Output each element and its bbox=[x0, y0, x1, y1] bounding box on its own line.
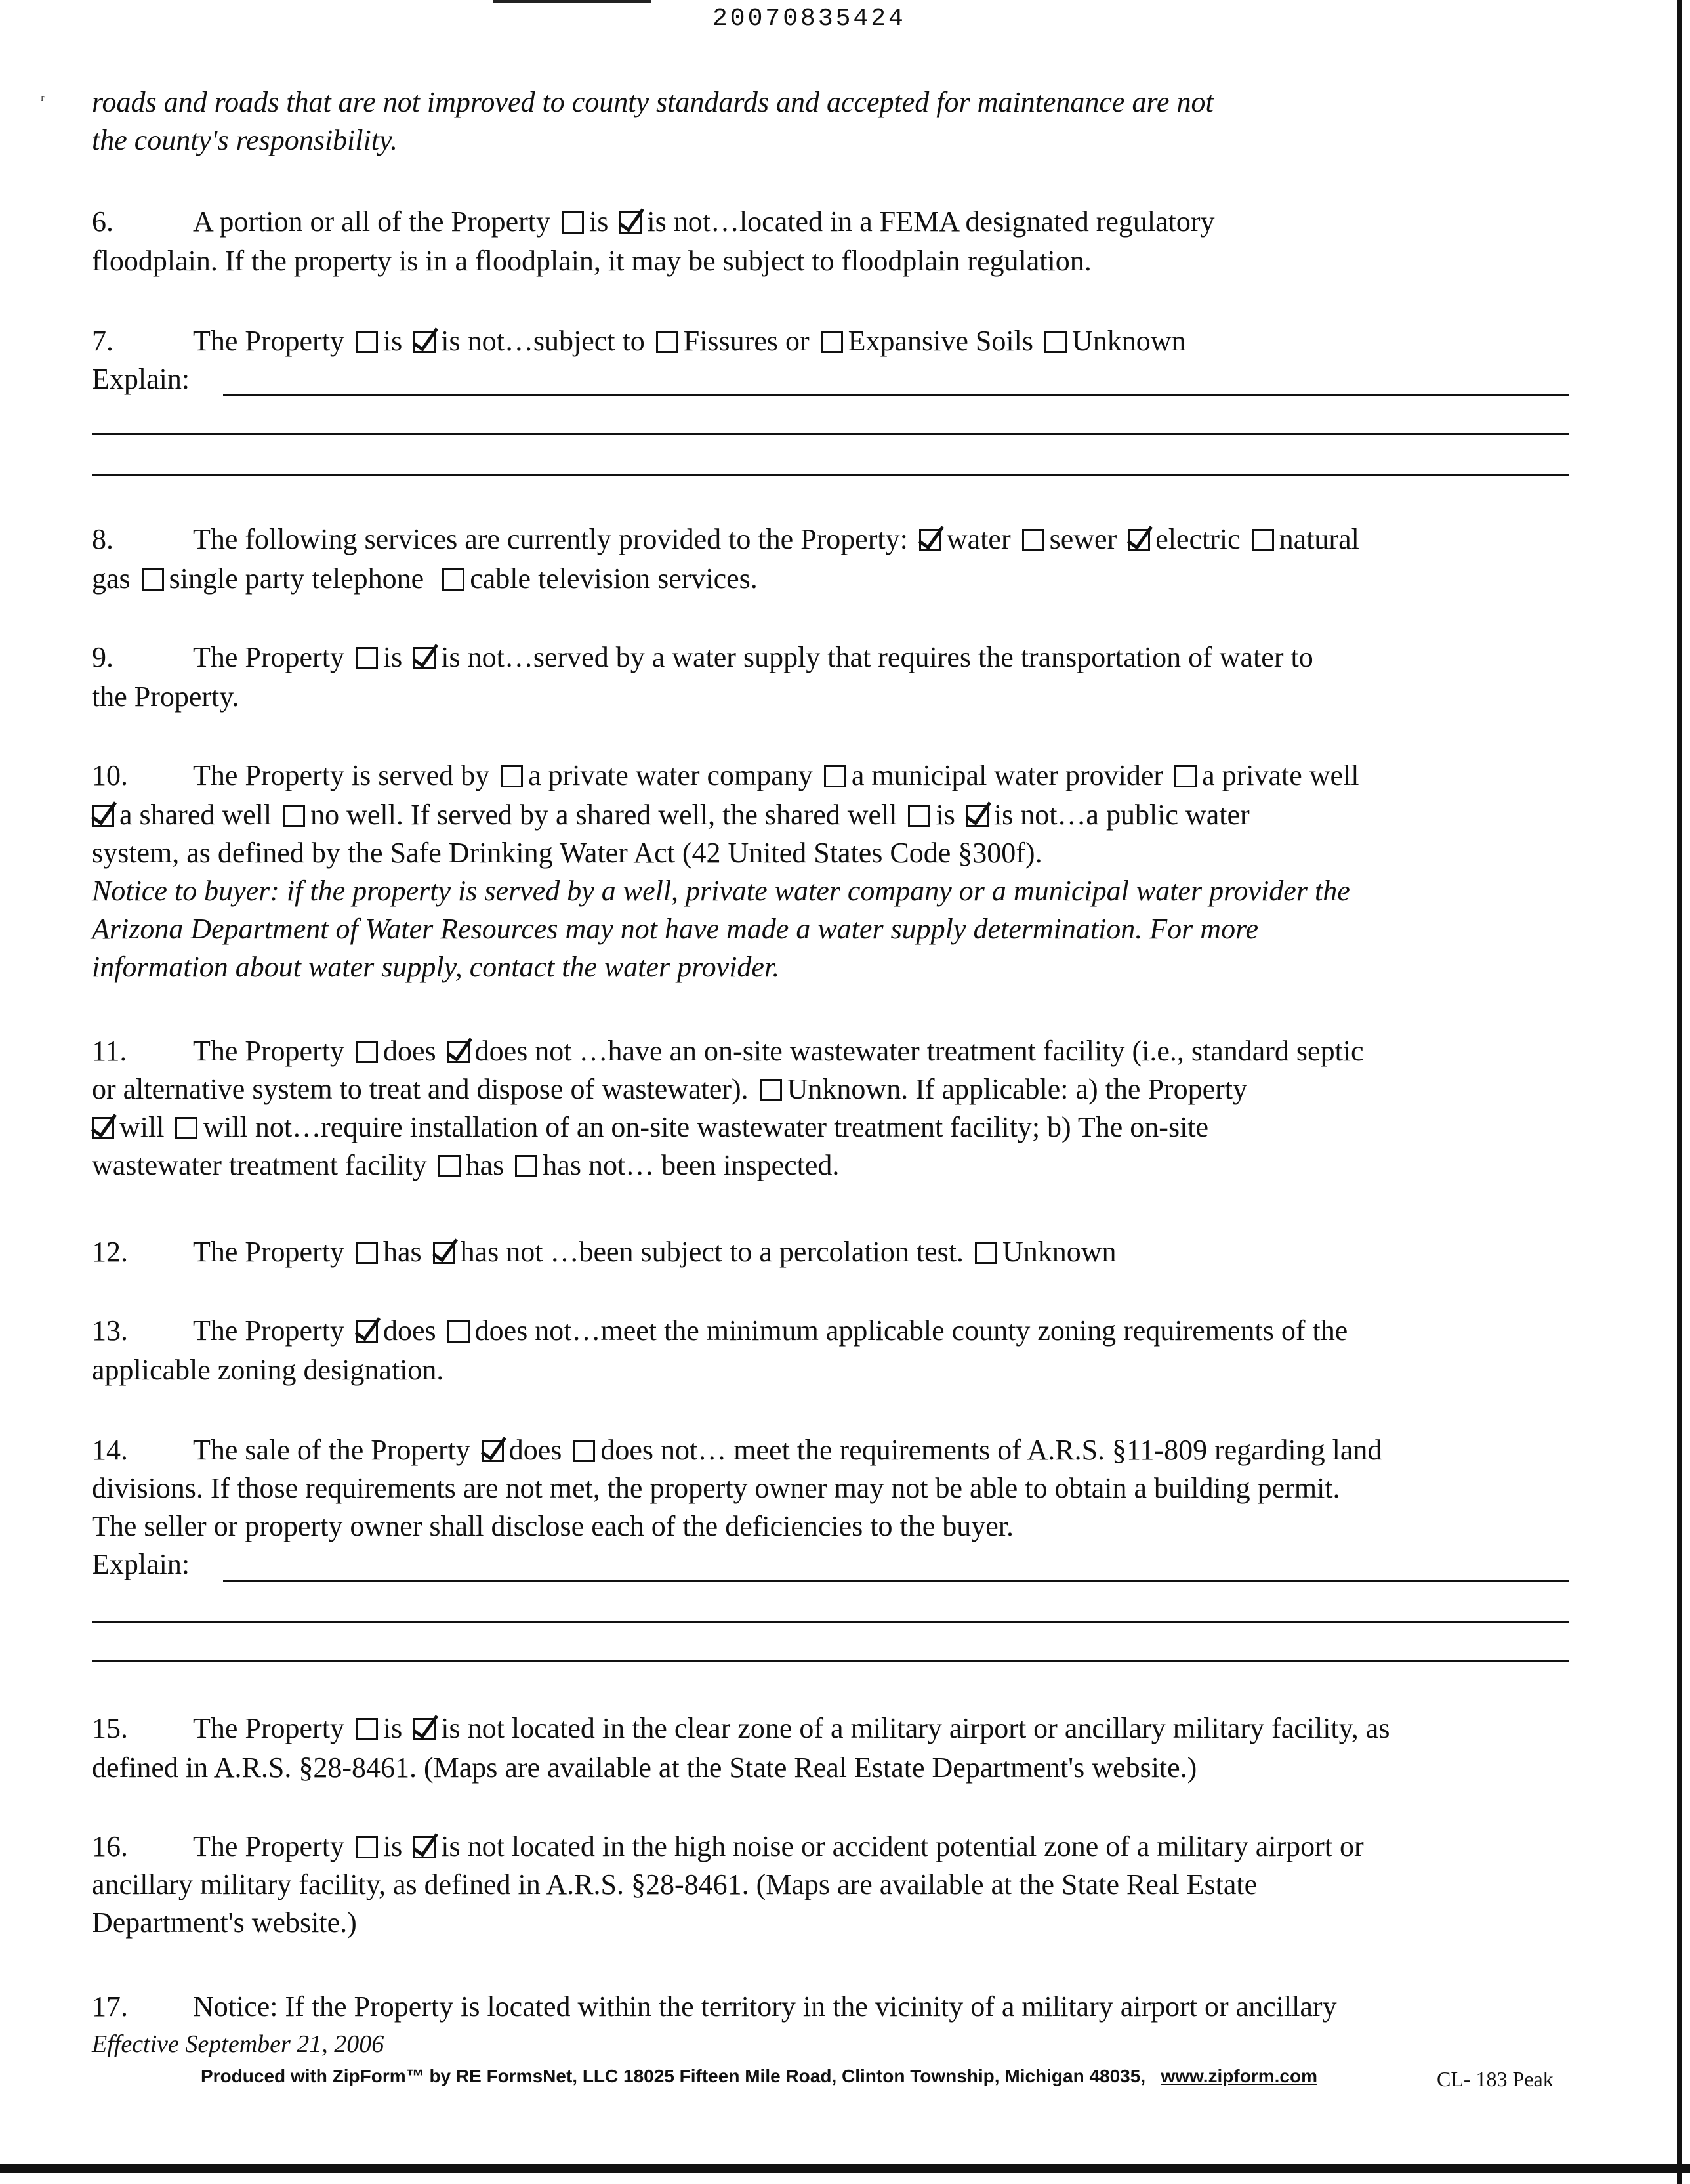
document-id: 20070835424 bbox=[712, 5, 906, 33]
checkbox-is[interactable] bbox=[908, 805, 930, 827]
explain-line[interactable] bbox=[223, 1580, 1569, 1582]
checkbox-is[interactable] bbox=[356, 1836, 378, 1858]
effective-date: Effective September 21, 2006 bbox=[92, 2030, 384, 2058]
notice-line-1: Notice to buyer: if the property is served by a well, private water company or a municipal water provider the bbox=[92, 875, 1350, 907]
checkbox-natural-gas[interactable] bbox=[1252, 529, 1274, 551]
item-7: 7. The Property is is not…subject to Fissures or Expansive Soils Unknown bbox=[92, 322, 1186, 361]
checkbox-municipal-provider[interactable] bbox=[824, 765, 846, 788]
checkbox-cable[interactable] bbox=[442, 568, 464, 591]
checkbox-is[interactable] bbox=[356, 647, 378, 669]
checkbox-fissures[interactable] bbox=[656, 331, 678, 353]
checkbox-water[interactable] bbox=[919, 529, 941, 551]
checkbox-does-not[interactable] bbox=[447, 1041, 470, 1063]
item-9-line-2: the Property. bbox=[92, 681, 239, 713]
checkbox-electric[interactable] bbox=[1128, 529, 1150, 551]
item-11-line-4: wastewater treatment facility has has not… been inspected. bbox=[92, 1149, 840, 1181]
item-number: 10. bbox=[92, 759, 128, 791]
checkbox-sewer[interactable] bbox=[1022, 529, 1044, 551]
checkbox-is-not[interactable] bbox=[413, 331, 436, 353]
checkbox-no-well[interactable] bbox=[283, 805, 305, 827]
notice-line-2: Arizona Department of Water Resources may not have made a water supply determination. For more bbox=[92, 913, 1259, 945]
item-number: 9. bbox=[92, 641, 113, 673]
item-number: 14. bbox=[92, 1434, 128, 1466]
item-10: 10. The Property is served by a private water company a municipal water provider a private well bbox=[92, 756, 1359, 795]
explain-line[interactable] bbox=[223, 394, 1569, 396]
item-10-line-3: system, as defined by the Safe Drinking Water Act (42 United States Code §300f). bbox=[92, 837, 1042, 869]
notice-line-3: information about water supply, contact the water provider. bbox=[92, 951, 780, 983]
checkbox-has-not[interactable] bbox=[515, 1155, 537, 1177]
item-14-line-2: divisions. If those requirements are not met, the property owner may not be able to obtain a building permit. bbox=[92, 1472, 1340, 1504]
item-17: 17. Notice: If the Property is located within the territory in the vicinity of a military airport or ancillary bbox=[92, 1987, 1337, 2026]
checkbox-does[interactable] bbox=[356, 1320, 378, 1343]
item-number: 7. bbox=[92, 325, 113, 357]
item-11: 11. The Property does does not …have an on-site wastewater treatment facility (i.e., standard septic bbox=[92, 1032, 1364, 1071]
item-16-line-3: Department's website.) bbox=[92, 1906, 357, 1939]
checkbox-does[interactable] bbox=[356, 1041, 378, 1063]
item-7-explain-label: Explain: bbox=[92, 363, 190, 395]
item-14-line-3: The seller or property owner shall disclose each of the deficiencies to the buyer. bbox=[92, 1510, 1014, 1542]
checkbox-has[interactable] bbox=[438, 1155, 461, 1177]
checkbox-shared-well[interactable] bbox=[92, 805, 114, 827]
checkbox-is-not[interactable] bbox=[413, 1836, 436, 1858]
checkbox-private-water-company[interactable] bbox=[501, 765, 523, 788]
item-9: 9. The Property is is not…served by a water supply that requires the transportation of water to bbox=[92, 638, 1313, 677]
checkbox-is-not[interactable] bbox=[966, 805, 989, 827]
explain-line[interactable] bbox=[92, 1621, 1569, 1623]
produced-by: Produced with ZipForm™ by RE FormsNet, LLC 18025 Fifteen Mile Road, Clinton Township, Michigan 48035, www.zipform.com bbox=[201, 2066, 1317, 2086]
checkbox-does-not[interactable] bbox=[573, 1440, 595, 1462]
explain-line[interactable] bbox=[92, 1660, 1569, 1662]
item-11-line-3: will will not…require installation of an on-site wastewater treatment facility; b) The on-site bbox=[92, 1108, 1208, 1147]
checkbox-private-well[interactable] bbox=[1174, 765, 1197, 788]
item-14-explain-label: Explain: bbox=[92, 1548, 190, 1580]
checkbox-unknown[interactable] bbox=[1044, 331, 1067, 353]
zipform-link[interactable]: www.zipform.com bbox=[1161, 2066, 1317, 2086]
checkbox-will[interactable] bbox=[92, 1117, 114, 1139]
checkbox-is-not[interactable] bbox=[413, 647, 436, 669]
explain-line[interactable] bbox=[92, 474, 1569, 476]
item-number: 17. bbox=[92, 1990, 128, 2023]
checkbox-does[interactable] bbox=[482, 1440, 504, 1462]
item-8-line-2: gas single party telephone cable television services. bbox=[92, 562, 758, 595]
scan-mark: ʳ bbox=[41, 91, 45, 110]
checkbox-will-not[interactable] bbox=[175, 1117, 197, 1139]
checkbox-is-not[interactable] bbox=[619, 211, 642, 234]
item-16-line-2: ancillary military facility, as defined in A.R.S. §28-8461. (Maps are available at the State Real Estate bbox=[92, 1868, 1258, 1900]
checkbox-unknown[interactable] bbox=[975, 1242, 997, 1264]
item-12: 12. The Property has has not …been subject to a percolation test. Unknown bbox=[92, 1232, 1117, 1272]
item-16: 16. The Property is is not located in the high noise or accident potential zone of a military airport or bbox=[92, 1827, 1364, 1866]
top-rule bbox=[493, 0, 651, 3]
checkbox-has[interactable] bbox=[356, 1242, 378, 1264]
item-15-line-2: defined in A.R.S. §28-8461. (Maps are available at the State Real Estate Department's website.) bbox=[92, 1752, 1197, 1784]
checkbox-telephone[interactable] bbox=[142, 568, 164, 591]
item-6: 6. A portion or all of the Property is is not…located in a FEMA designated regulatory bbox=[92, 202, 1215, 242]
checkbox-expansive-soils[interactable] bbox=[821, 331, 843, 353]
item-15: 15. The Property is is not located in the clear zone of a military airport or ancillary military facility, as bbox=[92, 1709, 1390, 1748]
item-number: 13. bbox=[92, 1314, 128, 1347]
checkbox-unknown[interactable] bbox=[760, 1079, 782, 1101]
page-edge-bottom bbox=[0, 2164, 1690, 2174]
item-number: 8. bbox=[92, 523, 113, 555]
item-number: 12. bbox=[92, 1236, 128, 1268]
checkbox-is[interactable] bbox=[356, 1718, 378, 1740]
item-14: 14. The sale of the Property does does not… meet the requirements of A.R.S. §11-809 regarding land bbox=[92, 1431, 1382, 1470]
item-13: 13. The Property does does not…meet the minimum applicable county zoning requirements of the bbox=[92, 1311, 1348, 1351]
item-10-line-2: a shared well no well. If served by a shared well, the shared well is is not…a public water bbox=[92, 795, 1250, 835]
item-number: 16. bbox=[92, 1830, 128, 1862]
item-number: 6. bbox=[92, 205, 113, 238]
explain-line[interactable] bbox=[92, 433, 1569, 435]
checkbox-is[interactable] bbox=[562, 211, 584, 234]
item-6-line-2: floodplain. If the property is in a floodplain, it may be subject to floodplain regulation. bbox=[92, 245, 1092, 277]
page-edge-right bbox=[1677, 0, 1682, 2184]
checkbox-is[interactable] bbox=[356, 331, 378, 353]
item-11-line-2: or alternative system to treat and dispose of wastewater). Unknown. If applicable: a) the Property bbox=[92, 1073, 1247, 1105]
item-number: 11. bbox=[92, 1035, 127, 1067]
intro-line-2: the county's responsibility. bbox=[92, 124, 398, 156]
item-number: 15. bbox=[92, 1712, 128, 1744]
item-13-line-2: applicable zoning designation. bbox=[92, 1354, 444, 1386]
intro-line-1: roads and roads that are not improved to county standards and accepted for maintenance are not bbox=[92, 86, 1214, 118]
checkbox-has-not[interactable] bbox=[433, 1242, 455, 1264]
checkbox-does-not[interactable] bbox=[447, 1320, 470, 1343]
form-code: CL- 183 Peak bbox=[1437, 2067, 1554, 2091]
checkbox-is-not[interactable] bbox=[413, 1718, 436, 1740]
item-8: 8. The following services are currently provided to the Property: water sewer electric natural bbox=[92, 520, 1359, 559]
